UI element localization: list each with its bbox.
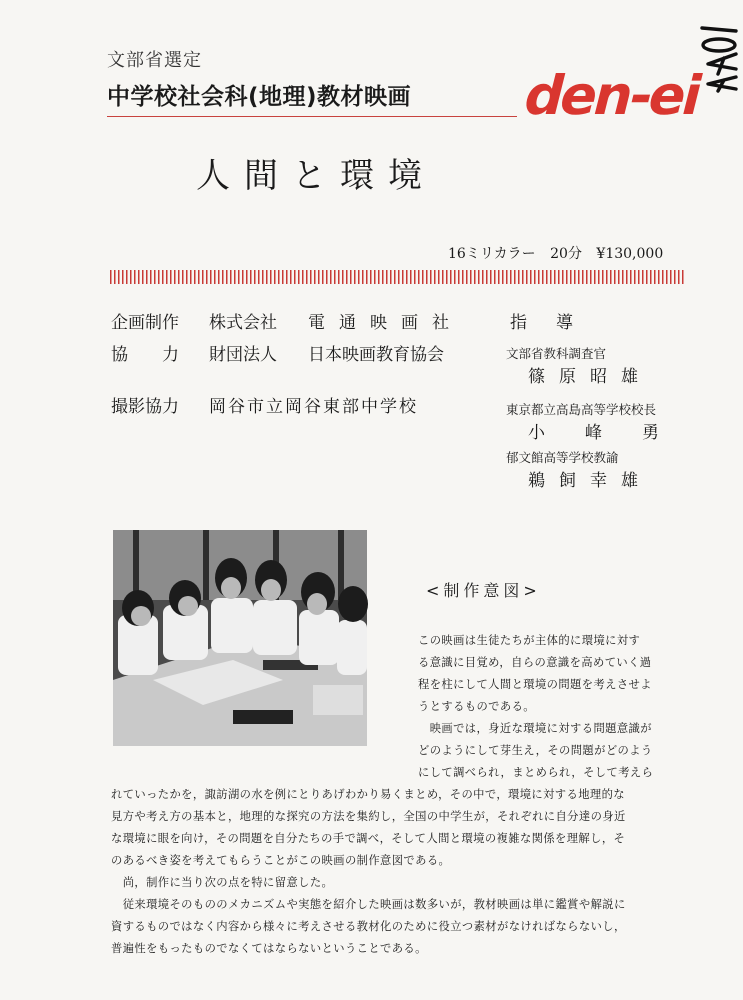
- text-line: 従来環境そのもののメカニズムや実態を紹介した映画は数多いが，教材映画は単に鑑賞や解説に: [111, 898, 626, 911]
- credit-production-org: 電通映画社: [308, 313, 463, 333]
- red-hatched-divider: [110, 270, 684, 284]
- advisor-title: 郁文館高等学校教諭: [506, 450, 619, 465]
- credit-filming-label: 撮影協力: [111, 397, 179, 417]
- approval-label: 文部省選定: [107, 50, 202, 71]
- film-price: ¥130,000: [596, 246, 664, 262]
- text-line: 普遍性をもったものでなくてはならないということである。: [111, 942, 427, 955]
- text-line: 尚，制作に当り次の点を特に留意した。: [111, 876, 334, 889]
- text-line: れていったかを，諏訪湖の水を例にとりあげわかり易くまとめ，その中で，環境に対する地理的な: [111, 788, 625, 801]
- text-line: る意識に目覚め，自らの意識を高めていく過: [418, 656, 652, 669]
- credit-production-label: 企画制作: [111, 313, 179, 333]
- credit-filming-org: 岡谷市立岡谷東部中学校: [209, 397, 418, 417]
- advisor-title: 東京都立高島高等学校校長: [506, 402, 657, 417]
- text-line: のあるべき姿を考えてもらうことがこの映画の制作意図である。: [111, 854, 451, 867]
- svg-text:den-ei: den-ei: [517, 63, 707, 127]
- title-underline: [107, 116, 517, 117]
- film-format: 16ミリカラー: [448, 246, 536, 262]
- credit-production-org-type: 株式会社: [209, 313, 277, 333]
- students-photo: [113, 530, 367, 746]
- text-line: 程を柱にして人間と環境の問題を考えさせよ: [418, 678, 652, 691]
- text-line: な環境に眼を向け，その問題を自分たちの手で調べ，そして人間と環境の複雑な関係を理解し，そ: [111, 832, 626, 845]
- advisor-name: 鵜飼幸雄: [528, 471, 652, 491]
- film-specs: [448, 243, 673, 263]
- credit-cooperation-org-type: 財団法人: [209, 345, 277, 365]
- text-line: どのようにして芽生え，その問題がどのよう: [418, 744, 653, 757]
- text-line: にして調べられ，まとめられ，そして考えら: [418, 766, 654, 779]
- film-title: 人間と環境: [196, 156, 436, 196]
- credit-cooperation-org: 日本映画教育協会: [308, 345, 444, 365]
- intent-paragraph-full: [111, 784, 626, 960]
- series-title: 中学校社会科(地理)教材映画: [107, 84, 412, 110]
- intent-paragraph-right: [418, 630, 653, 784]
- advisors-heading: 指 導: [510, 313, 579, 333]
- credit-cooperation-label: 協 力: [111, 345, 179, 365]
- text-line: 見方や考え方の基本と，地理的な探究の方法を集約し，全国の中学生が，それぞれに自分達の身近: [111, 810, 626, 823]
- den-ei-logo: [517, 62, 707, 127]
- film-duration: 20分: [550, 246, 582, 262]
- text-line: 映画では，身近な環境に対する問題意識が: [418, 722, 652, 735]
- advisor-title: 文部省教科調査官: [506, 346, 607, 361]
- text-line: この映画は生徒たちが主体的に環境に対す: [418, 634, 641, 647]
- advisor-name: 小峰勇: [528, 423, 699, 443]
- text-line: うとするものである。: [418, 700, 535, 713]
- advisor-name: 篠原昭雄: [528, 367, 652, 387]
- text-line: 資するものではなく内容から様々に考えさせる教材化のために役立つ素材がなければならないし，: [111, 920, 626, 933]
- handwritten-note-1044: [696, 22, 740, 92]
- intent-heading: <制作意図>: [426, 581, 541, 600]
